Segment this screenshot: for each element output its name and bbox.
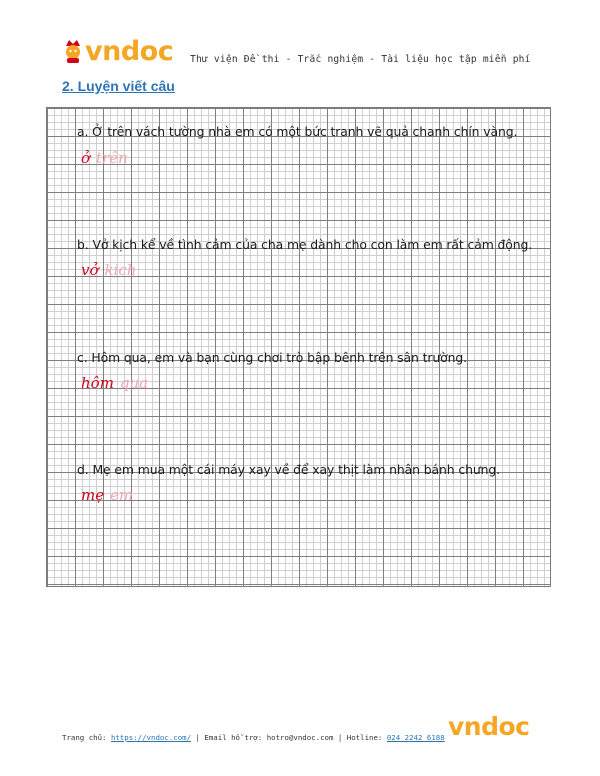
handwriting-c <box>81 374 148 392</box>
footer-hotline[interactable]: 024 2242 6188 <box>386 733 445 742</box>
writing-grid <box>46 107 551 587</box>
handwriting-trace: em <box>110 486 134 504</box>
sentence-c: c. Hôm qua, em và bạn cùng chơi trò bập bênh trên sân trường. <box>77 350 467 365</box>
footer-home-label: Trang chủ: <box>62 733 111 742</box>
handwriting-trace: trên <box>96 149 128 167</box>
handwriting-word: hôm <box>81 374 114 392</box>
logo-text: vndoc <box>85 35 174 67</box>
handwriting-trace: kịch <box>104 261 137 279</box>
handwriting-a <box>81 149 128 167</box>
handwriting-b <box>81 261 136 279</box>
footer-logo: vndoc <box>448 712 530 741</box>
footer-home-link[interactable]: https://vndoc.com/ <box>110 733 192 742</box>
header-tagline: Thư viện Đề thi - Trắc nghiệm - Tài liệu học tập miễn phí <box>190 54 531 65</box>
sentence-d: d. Mẹ em mua một cái máy xay về để xay thịt làm nhân bánh chưng. <box>77 462 500 477</box>
sentence-b: b. Vở kịch kể về tình cảm của cha mẹ dành cho con làm em rất cảm động. <box>77 237 533 252</box>
section-title: 2. Luyện viết câu <box>62 78 175 94</box>
mascot-icon <box>62 38 84 64</box>
handwriting-word: mẹ <box>81 486 105 504</box>
footer-contact: | Email hỗ trợ: hotro@vndoc.com | Hotline: <box>191 733 387 742</box>
handwriting-word: ở <box>81 149 91 167</box>
vndoc-logo <box>62 36 173 66</box>
footer <box>62 733 445 742</box>
sentence-a: a. Ở trên vách tường nhà em có một bức tranh vẽ quả chanh chín vàng. <box>77 124 518 139</box>
handwriting-word: vở <box>81 261 99 279</box>
handwriting-trace: qua <box>119 374 149 392</box>
handwriting-d <box>81 486 133 504</box>
